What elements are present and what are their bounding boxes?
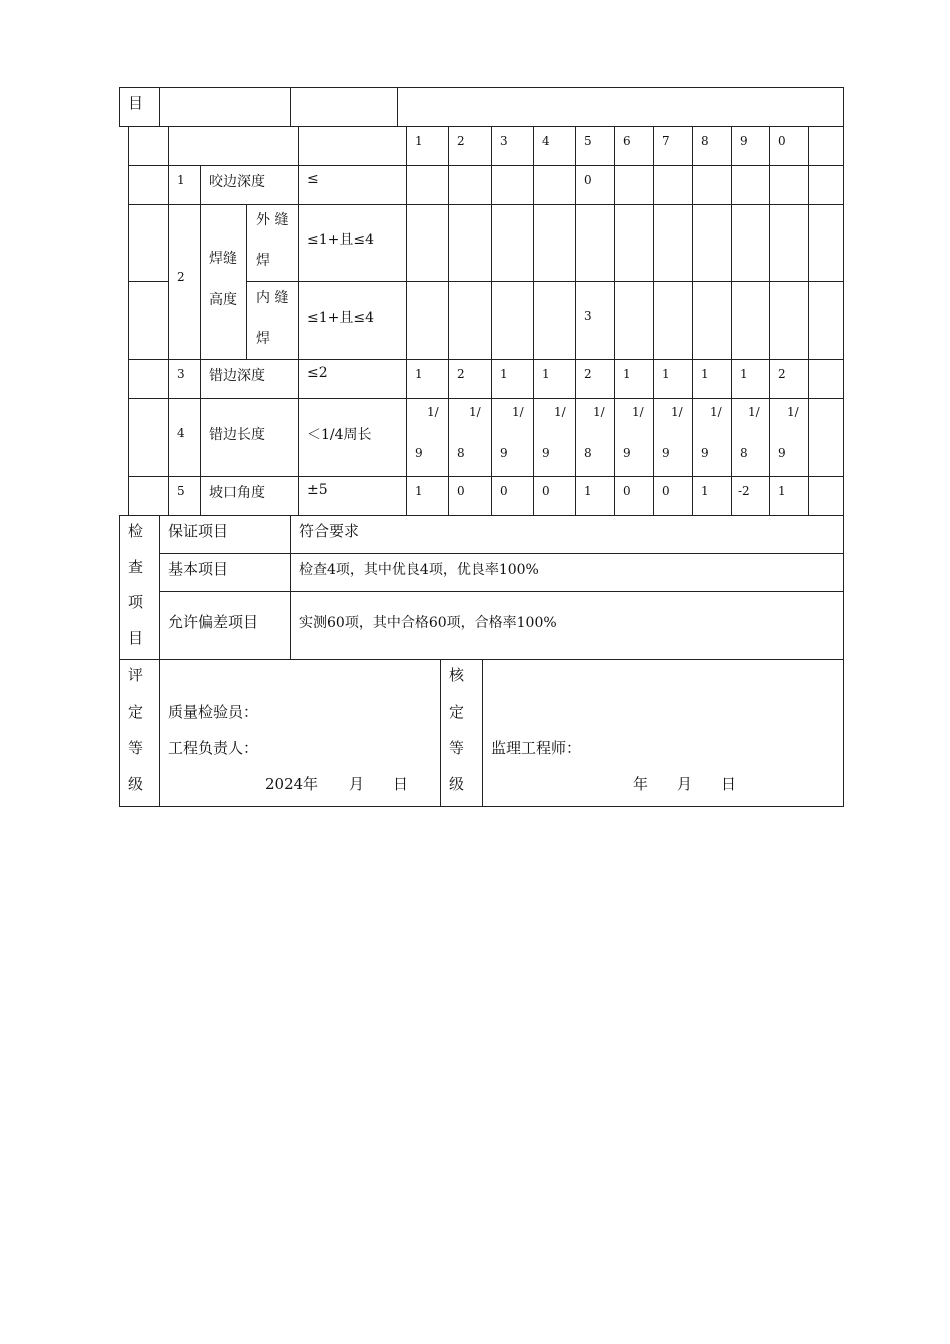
- row-item-line1: 焊缝: [209, 251, 237, 267]
- approval-label-char: 核: [449, 666, 465, 684]
- row-value-top: 1/: [787, 405, 799, 419]
- evaluation-label-char: 级: [128, 775, 144, 793]
- approval-label-char: 级: [449, 775, 465, 793]
- row-value-bottom: 8: [740, 446, 748, 460]
- quality-inspector-label: 质量检验员：: [168, 703, 259, 721]
- row-item: 错边深度: [209, 368, 265, 384]
- row-value: 1: [623, 367, 631, 381]
- row-value-bottom: 9: [500, 446, 508, 460]
- supervisor-label: 监理工程师：: [491, 739, 582, 757]
- column-header: 1: [415, 134, 423, 148]
- row-item: 咬边深度: [209, 174, 265, 190]
- column-header: 2: [457, 134, 465, 148]
- row-value: 2: [778, 367, 786, 381]
- column-header: 6: [623, 134, 631, 148]
- evaluation-label-char: 定: [128, 703, 144, 721]
- sub-item-line2: 焊: [256, 331, 270, 347]
- row-value: 1: [701, 367, 709, 381]
- inspection-row-label: 保证项目: [168, 522, 229, 540]
- row-standard: ±5: [307, 482, 328, 498]
- date-year: 2024年: [265, 775, 319, 793]
- inspection-row-label: 允许偏差项目: [168, 613, 259, 631]
- inspection-row-value: 符合要求: [299, 522, 360, 540]
- row-value: 1: [415, 484, 423, 498]
- row-standard: ≤: [307, 171, 319, 187]
- row-value-bottom: 9: [662, 446, 670, 460]
- row-number: 5: [177, 484, 185, 498]
- row-value: 0: [457, 484, 465, 498]
- row-value: 1: [415, 367, 423, 381]
- row-value-bottom: 8: [584, 446, 592, 460]
- row-value-top: 1/: [469, 405, 481, 419]
- inspection-label-char: 查: [128, 558, 144, 576]
- row-value: 0: [662, 484, 670, 498]
- evaluation-label-char: 等: [128, 739, 144, 757]
- sub-item-line1: 内 缝: [256, 290, 289, 306]
- inspection-label-char: 目: [128, 629, 144, 647]
- column-header: 4: [542, 134, 550, 148]
- row-value-top: 1/: [554, 405, 566, 419]
- column-header: 5: [584, 134, 592, 148]
- project-manager-label: 工程负责人：: [168, 739, 259, 757]
- row-value: 1: [740, 367, 748, 381]
- row-value: 1: [542, 367, 550, 381]
- row-value-top: 1/: [632, 405, 644, 419]
- date2-day: 日: [721, 775, 737, 793]
- row-value: 2: [584, 367, 592, 381]
- row-value: 1: [778, 484, 786, 498]
- header-row: [119, 87, 844, 127]
- row-value: 1: [701, 484, 709, 498]
- approval-label-char: 定: [449, 703, 465, 721]
- row-value: 0: [584, 173, 592, 187]
- row-value: 0: [623, 484, 631, 498]
- row-standard: ≤1+且≤4: [307, 232, 375, 248]
- row-value-bottom: 8: [457, 446, 465, 460]
- sub-item-line1: 外 缝: [256, 212, 289, 228]
- header-first-cell: 目: [128, 94, 144, 112]
- column-header: 0: [778, 134, 786, 148]
- row-value-bottom: 9: [778, 446, 786, 460]
- inspection-row-value: 检查4项，其中优良4项，优良率100%: [299, 562, 539, 578]
- column-header: 3: [500, 134, 508, 148]
- inspection-row-value: 实测60项，其中合格60项，合格率100%: [299, 615, 557, 631]
- row-value-top: 1/: [593, 405, 605, 419]
- row-value: -2: [738, 484, 750, 498]
- row-value-bottom: 9: [623, 446, 631, 460]
- column-header: 8: [701, 134, 709, 148]
- date-day: 日: [393, 775, 409, 793]
- row-standard: ＜1/4周长: [307, 427, 372, 443]
- row-value-top: 1/: [427, 405, 439, 419]
- date2-month: 月: [677, 775, 693, 793]
- row-value: 1: [662, 367, 670, 381]
- date-month: 月: [349, 775, 365, 793]
- row-value: 1: [500, 367, 508, 381]
- row-value-bottom: 9: [701, 446, 709, 460]
- inspection-label-char: 项: [128, 593, 144, 611]
- row-value: 2: [457, 367, 465, 381]
- sub-item-line2: 焊: [256, 253, 270, 269]
- row-value: 1: [584, 484, 592, 498]
- row-value-bottom: 9: [415, 446, 423, 460]
- row-item: 错边长度: [209, 427, 265, 443]
- row-value-top: 1/: [512, 405, 524, 419]
- row-number: 1: [177, 173, 185, 187]
- inspection-label-char: 检: [128, 522, 144, 540]
- row-standard: ≤1+且≤4: [307, 310, 375, 326]
- row-standard: ≤2: [307, 365, 328, 381]
- row-number: 3: [177, 367, 185, 381]
- date2-year: 年: [633, 775, 649, 793]
- row-value-top: 1/: [671, 405, 683, 419]
- column-header: 9: [740, 134, 748, 148]
- row-number: 2: [177, 270, 185, 284]
- column-header: 7: [662, 134, 670, 148]
- evaluation-label-char: 评: [128, 666, 144, 684]
- row-value: 0: [500, 484, 508, 498]
- row-value-top: 1/: [710, 405, 722, 419]
- row-item-line2: 高度: [209, 292, 237, 308]
- row-item: 坡口角度: [209, 485, 265, 501]
- inspection-row-label: 基本项目: [168, 560, 229, 578]
- row-value-top: 1/: [748, 405, 760, 419]
- approval-label-char: 等: [449, 739, 465, 757]
- row-value: 0: [542, 484, 550, 498]
- row-value: 3: [584, 309, 592, 323]
- row-value-bottom: 9: [542, 446, 550, 460]
- row-number: 4: [177, 426, 185, 440]
